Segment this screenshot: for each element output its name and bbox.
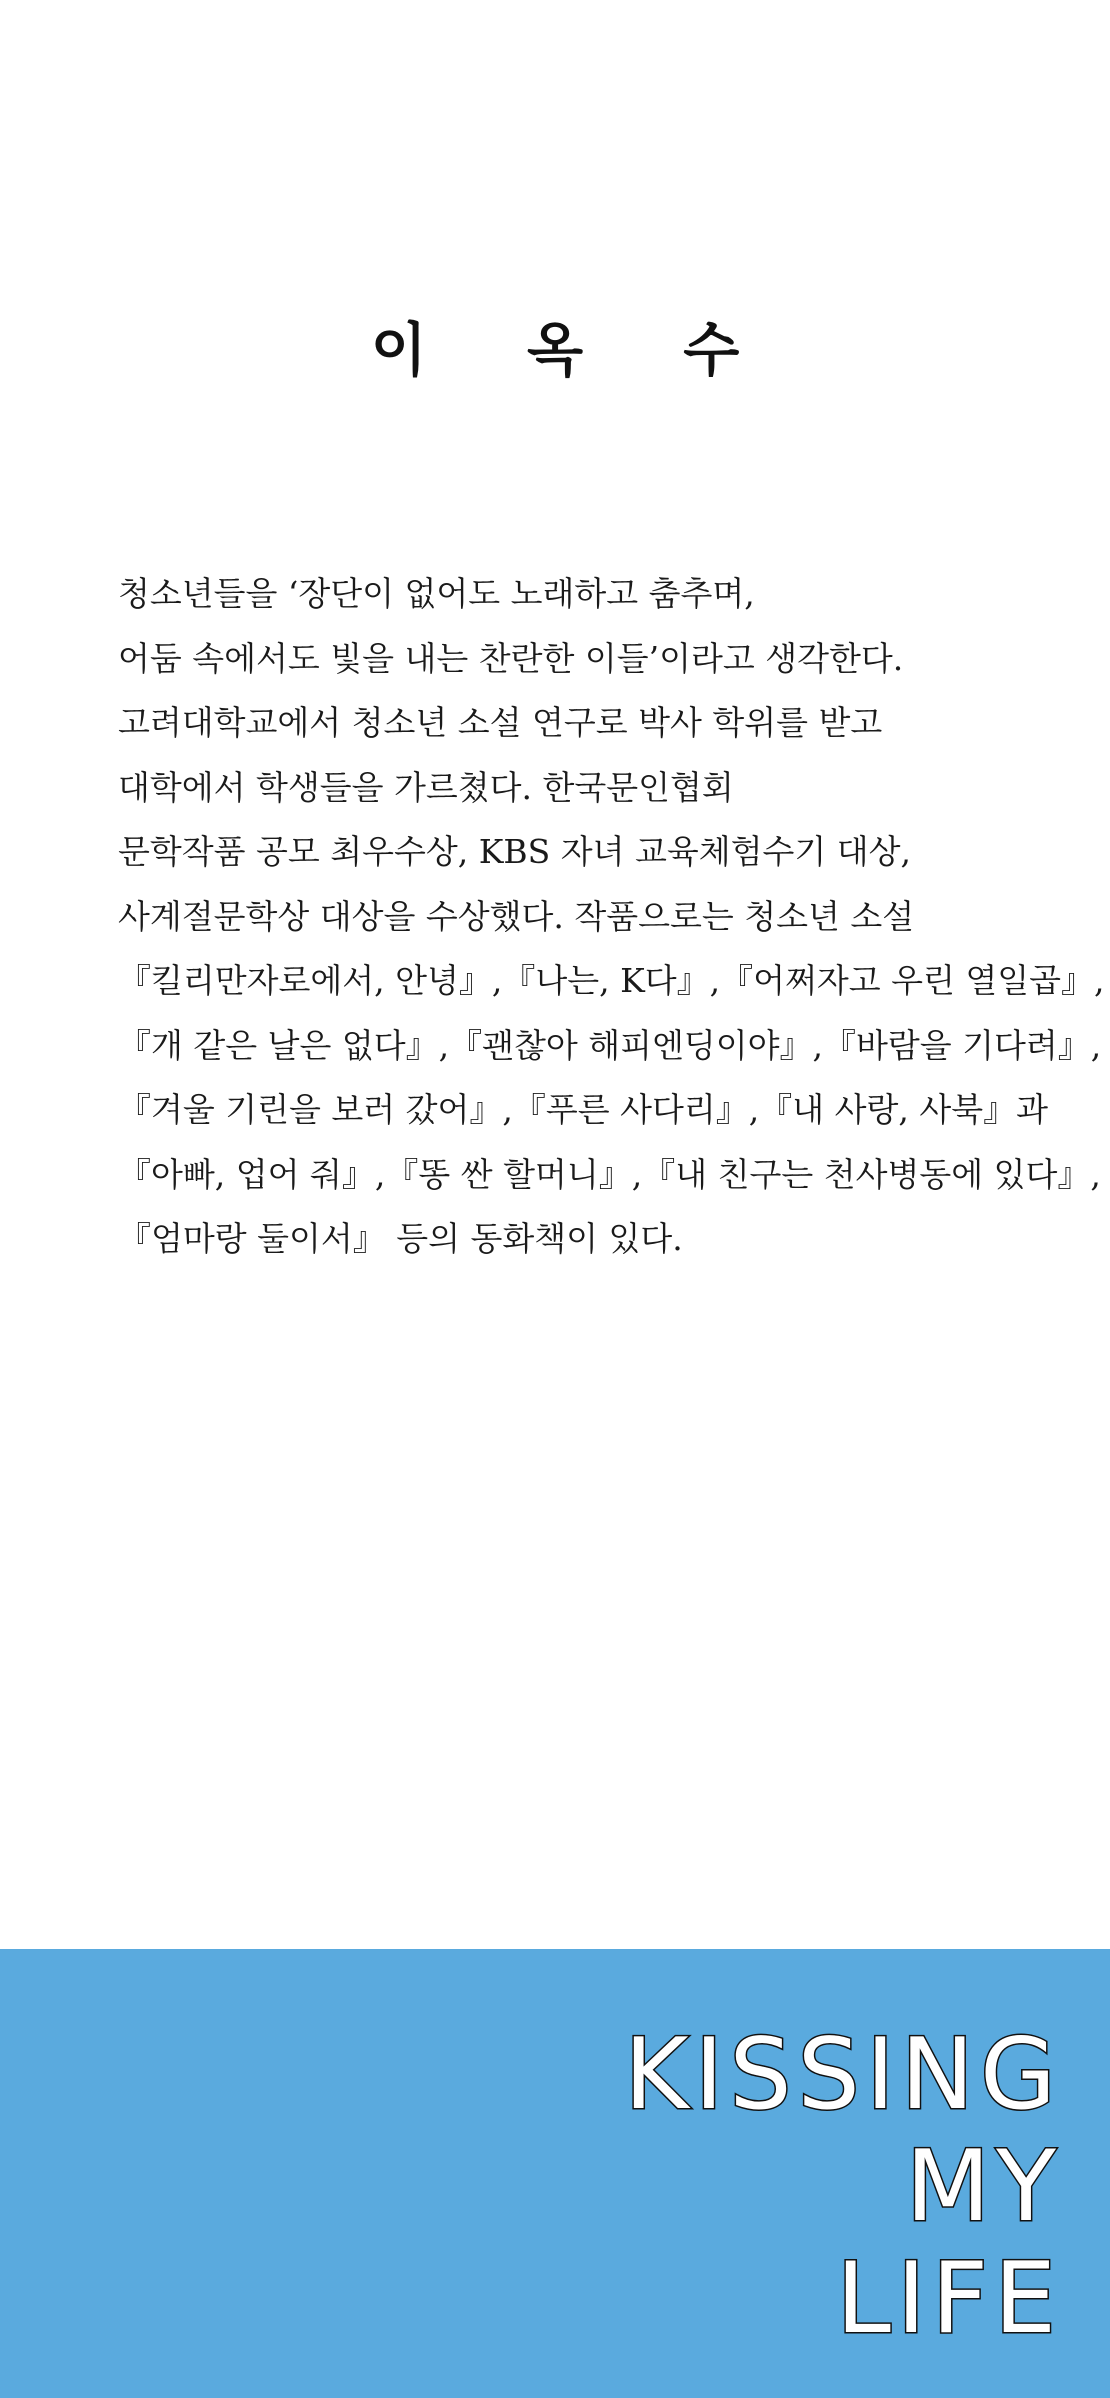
bio-line: 『아빠, 업어 줘』,『똥 싼 할머니』,『내 친구는 천사병동에 있다』, [118, 1154, 1101, 1194]
bio-line: 청소년들을 ‘장단이 없어도 노래하고 춤추며, [118, 574, 755, 613]
bio-line: 『엄마랑 둘이서』 등의 동화책이 있다. [118, 1219, 683, 1258]
series-title-word: MY [905, 2130, 1062, 2244]
bio-line: 『겨울 기린을 보러 갔어』,『푸른 사다리』,『내 사랑, 사북』과 [118, 1090, 1048, 1129]
bio-line: 어둠 속에서도 빛을 내는 찬란한 이들’이라고 생각한다. [118, 638, 904, 678]
author-name: 이 옥 수 [370, 316, 780, 384]
bio-line: 『킬리만자로에서, 안녕』,『나는, K다』,『어쩌자고 우린 열일곱』, [118, 961, 1105, 1000]
bio-line: 사계절문학상 대상을 수상했다. 작품으로는 청소년 소설 [118, 896, 915, 936]
bio-line: 고려대학교에서 청소년 소설 연구로 박사 학위를 받고 [118, 703, 883, 742]
bio-line: 대학에서 학생들을 가르쳤다. 한국문인협회 [118, 767, 734, 807]
bio-line: 문학작품 공모 최우수상, KBS 자녀 교육체험수기 대상, [118, 832, 911, 871]
series-title [624, 2019, 1062, 2355]
series-title-word: KISSING [624, 2018, 1062, 2132]
series-title-word: LIFE [836, 2242, 1062, 2356]
author-biography [118, 562, 1105, 1272]
series-banner [0, 1949, 1110, 2398]
bio-line: 『개 같은 날은 없다』,『괜찮아 해피엔딩이야』,『바람을 기다려』, [118, 1025, 1102, 1065]
